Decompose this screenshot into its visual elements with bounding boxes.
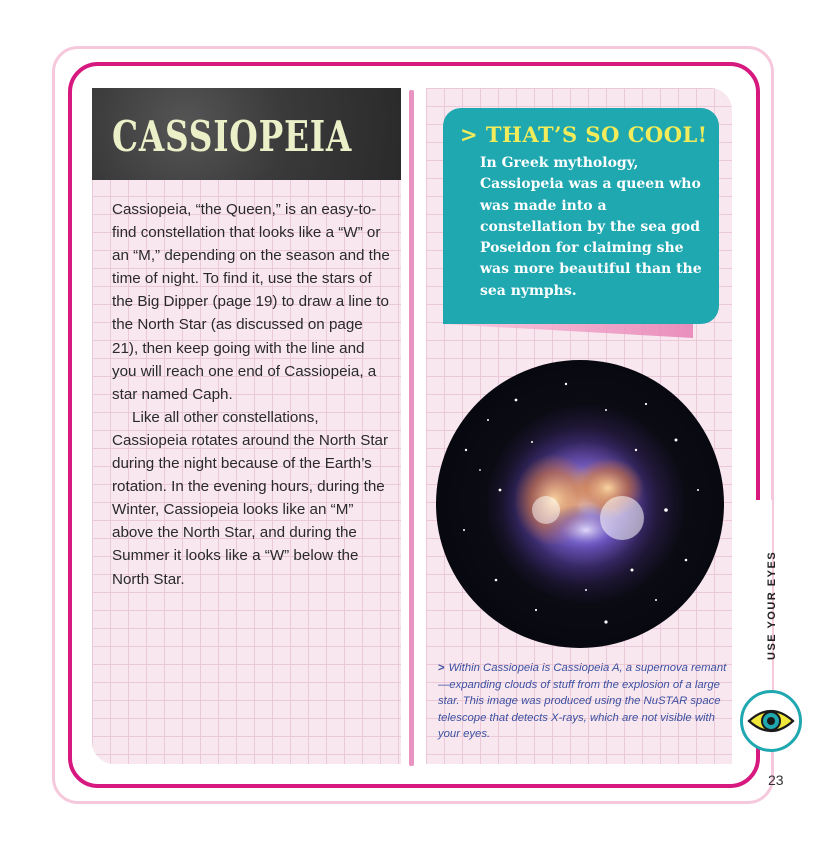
body-text [112,198,392,591]
supernova-image [436,360,724,648]
body-paragraph-1: Cassiopeia, “the Queen,” is an easy-to-find constellation that looks like a “W” or an “M,” depending on the season and the time of night. To find it, use the stars of the Big Dipper (page 19) to draw a line to the North Star (as discussed on page 21), then keep going with the line and you will reach one end of Cassiopeia, a star named Caph. [112,201,390,403]
page-title: CASSIOPEIA [112,112,353,161]
body-paragraph-2: Like all other constellations, Cassiopeia rotates around the North Star during the night because of the Earth’s rotation. In the evening hours, during the Winter, Cassiopeia looks like an “M” above the North Star, and during the Summer it looks like a “W” below the North Star. [112,408,389,588]
column-divider [409,90,414,766]
callout-text: In Greek mythology, Cassiopeia was a queen who was made into a constellation by the sea god Poseidon for claiming she was more beautiful than the sea nymphs. [480,155,702,299]
image-caption [438,660,728,743]
supernova-illustration [436,360,724,648]
eye-icon [743,693,799,749]
page-number: 23 [768,772,784,788]
callout-heading: > THAT’S SO COOL! [460,122,708,147]
eye-badge [740,690,802,752]
caption-text: Within Cassiopeia is Cassiopeia A, a supernova remant—expanding clouds of stuff from the explosion of a large star. This image was produced using the NuSTAR space telescope that detects X-rays, which are not visible with your eyes. [438,662,727,741]
caption-marker: > [438,662,445,674]
section-side-label: USE YOUR EYES [766,550,778,660]
